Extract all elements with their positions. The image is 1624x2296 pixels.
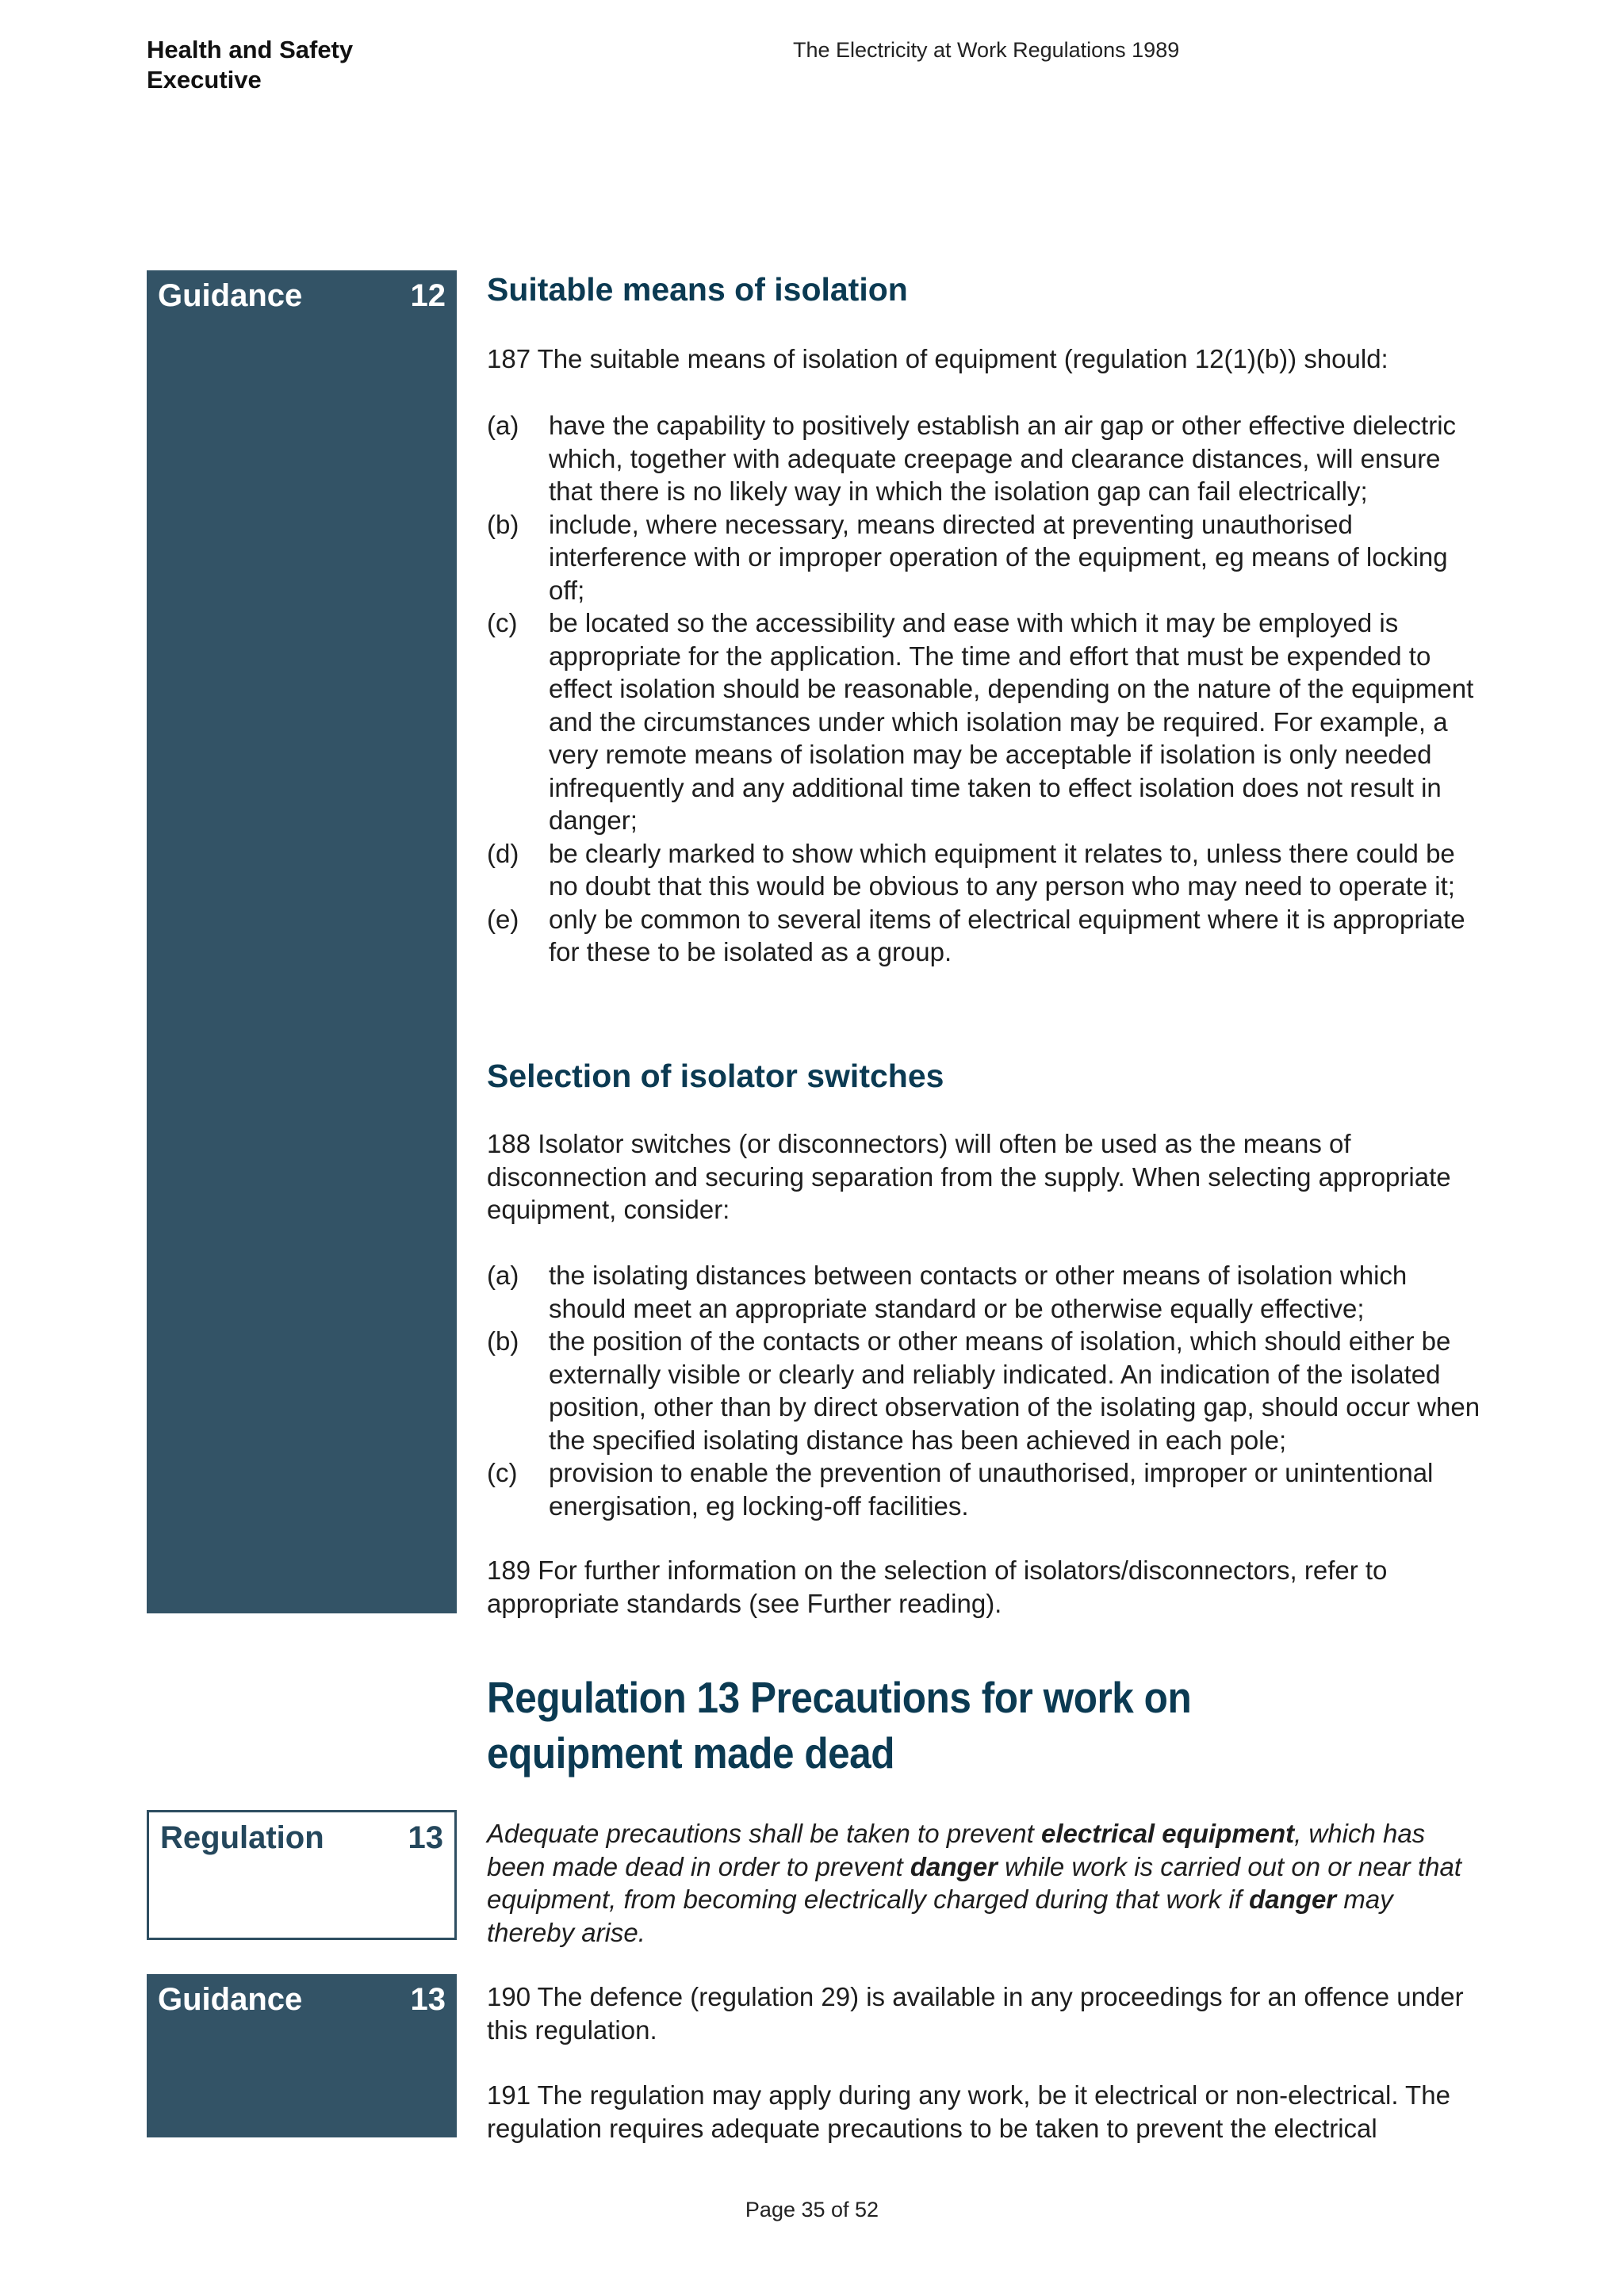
page-number: Page 35 of 52 [745, 2198, 879, 2221]
regulation-text-part: , which has been made dead in order to prevent [487, 1819, 1426, 1881]
list-item [487, 903, 1486, 969]
paragraph-191: 191 The regulation may apply during any work, be it electrical or non-electrical. The regulation requires adequate precautions to be taken to prevent the electrical [487, 2080, 1450, 2143]
list-text: the isolating distances between contacts or other means of isolation which should meet an appropriate standard or be otherwise equally effective; [549, 1261, 1408, 1323]
paragraph-189: 189 For further information on the selection of isolators/disconnectors, refer to appropriate standards (see Further reading). [487, 1556, 1388, 1618]
regulation-13-number: 13 [408, 1820, 443, 1855]
list-marker: (b) [487, 1326, 519, 1356]
regulation-text-part: Adequate precautions shall be taken to prevent [487, 1819, 1041, 1848]
list-marker: (d) [487, 838, 519, 868]
list-text: provision to enable the prevention of unauthorised, improper or unintentional energisation, eg locking-off facilities. [549, 1458, 1434, 1521]
list-text: only be common to several items of electrical equipment where it is appropriate for these to be isolated as a group. [549, 904, 1465, 966]
list-marker: (a) [487, 411, 519, 440]
list-text: have the capability to positively establish an air gap or other effective dielectric which, together with adequate creepage and clearance distances, will ensure that there is no likely way in which the isolation gap can fail electrically; [549, 411, 1457, 506]
list-marker: (c) [487, 1458, 518, 1487]
regulation-13-label: Regulation [160, 1820, 324, 1855]
list-text: be located so the accessibility and ease with which it may be employed is appropriate for the application. The time and effort that must be expended to effect isolation should be reasonable, depending on the nature of the equipment and the circumstances under which isolation may be required. For example, a very remote means of isolation may be acceptable if isolation is only needed infrequently and any additional time taken to effect isolation does not result in danger; [549, 608, 1474, 835]
defined-term-electrical-equipment: electrical equipment [1040, 1819, 1295, 1848]
list-text: the position of the contacts or other means of isolation, which should either be externally visible or clearly and reliably indicated. An indication of the isolated position, other than by direct observation of the isolating gap, should occur when the specified isolating distance has been achieved in each pole; [549, 1326, 1480, 1455]
suitable-means-heading: Suitable means of isolation [487, 271, 908, 308]
regulation-13-heading: Regulation 13 Precautions for work on equipment made dead [487, 1673, 1192, 1777]
guidance-13-label: Guidance [158, 1982, 303, 2017]
defined-term-danger: danger [910, 1851, 998, 1881]
paragraph-190: 190 The defence (regulation 29) is available in any proceedings for an offence under this regulation. [487, 1982, 1464, 2045]
isolation-requirements-list [487, 409, 1486, 969]
list-item [487, 1456, 1486, 1522]
regulation-13-text [487, 1817, 1486, 1949]
regulation-text-part: may thereby arise. [487, 1885, 1393, 1947]
guidance-12-number: 12 [410, 278, 446, 313]
list-item [487, 607, 1486, 837]
defined-term-danger: danger [1249, 1885, 1337, 1914]
list-item [487, 1259, 1486, 1325]
list-marker: (b) [487, 509, 519, 539]
list-item [487, 409, 1486, 508]
list-marker: (a) [487, 1261, 519, 1290]
regulation-text-part: while work is carried out on or near that equipment, from becoming electrically charged during that work if [487, 1851, 1462, 1914]
list-item [487, 508, 1486, 607]
list-item [487, 1325, 1486, 1456]
isolator-selection-list [487, 1259, 1486, 1522]
guidance-12-label: Guidance [158, 278, 303, 313]
list-text: include, where necessary, means directed at preventing unauthorised interference with or improper operation of the equipment, eg means of locking off; [549, 509, 1448, 605]
regulation-13-box [147, 1810, 457, 1940]
guidance-12-box [147, 270, 457, 1613]
guidance-13-box [147, 1974, 457, 2137]
list-text: be clearly marked to show which equipment it relates to, unless there could be no doubt that this would be obvious to any person who may need to operate it; [549, 838, 1455, 901]
list-marker: (e) [487, 904, 519, 934]
selection-isolator-heading: Selection of isolator switches [487, 1058, 944, 1094]
list-marker: (c) [487, 608, 518, 637]
guidance-13-number: 13 [410, 1982, 446, 2017]
document-title: The Electricity at Work Regulations 1989 [793, 38, 1180, 62]
list-item [487, 837, 1486, 903]
paragraph-187: 187 The suitable means of isolation of equipment (regulation 12(1)(b)) should: [487, 344, 1388, 373]
organisation-name: Health and Safety Executive [147, 36, 354, 94]
paragraph-188: 188 Isolator switches (or disconnectors) will often be used as the means of disconnection and securing separation from the supply. When selecting appropriate equipment, consider: [487, 1129, 1451, 1224]
